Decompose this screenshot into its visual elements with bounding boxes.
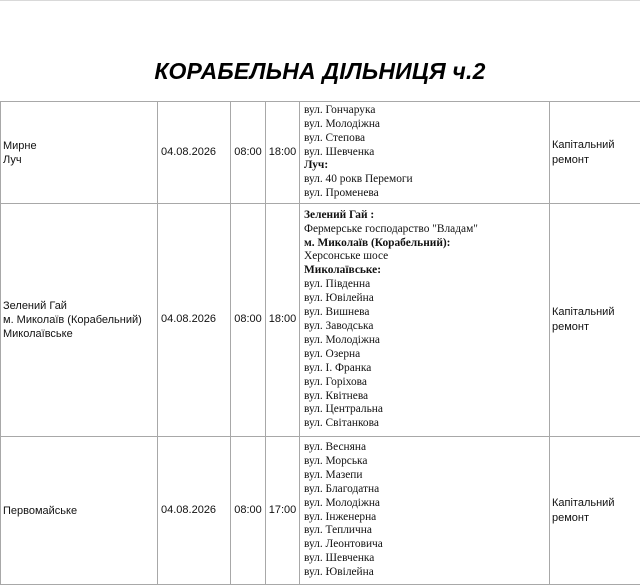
street-name: вул. Молодіжна [304,118,549,132]
street-name: вул. Заводська [304,320,549,334]
street-name: вул. Леонтовича [304,538,549,552]
settlement-name: Луч [3,153,155,167]
end-time-cell: 18:00 [266,204,300,437]
end-time-cell: 17:00 [266,437,300,585]
locality-heading: Луч: [304,159,549,173]
street-name: вул. Інженерна [304,511,549,525]
settlement-name: Зелений Гай [3,299,155,313]
street-name: вул. Квітнева [304,390,549,404]
work-type-cell [550,102,640,204]
settlement-name: Миколаївське [3,327,155,341]
street-name: Херсонське шосе [304,250,549,264]
locality-heading: Зелений Гай : [304,209,549,223]
street-name: вул. Благодатна [304,483,549,497]
street-name: вул. Озерна [304,348,549,362]
street-name: вул. 40 рокв Перемоги [304,173,549,187]
date-cell: 04.08.2026 [158,102,231,204]
end-time-cell: 18:00 [266,102,300,204]
street-name: вул. Променева [304,187,549,201]
street-name: вул. Степова [304,132,549,146]
locality-heading: Миколаївське: [304,264,549,278]
outage-schedule-table [0,101,640,585]
street-name: вул. Ювілейна [304,566,549,580]
street-name: вул. Молодіжна [304,334,549,348]
top-rule [0,0,640,1]
street-name: вул. Мазепи [304,469,549,483]
work-type-text: ремонт [552,153,638,168]
schedule-body [1,102,640,585]
street-name: вул. Молодіжна [304,497,549,511]
streets-cell [300,102,550,204]
settlements-cell [1,437,158,585]
street-name: вул. Центральна [304,403,549,417]
settlements-cell [1,102,158,204]
street-name: вул. Світанкова [304,417,549,431]
table-row [1,204,640,437]
street-name: Фермерське господарство "Владам" [304,223,549,237]
streets-cell [300,437,550,585]
table-row [1,102,640,204]
street-name: вул. Шевченка [304,146,549,160]
street-name: вул. Шевченка [304,552,549,566]
street-name: вул. Південна [304,278,549,292]
street-name: вул. Ювілейна [304,292,549,306]
work-type-text: ремонт [552,511,638,526]
street-name: вул. Весняна [304,441,549,455]
street-name: вул. Морська [304,455,549,469]
locality-heading: м. Миколаїв (Корабельний): [304,237,549,251]
start-time-cell: 08:00 [231,102,266,204]
streets-cell [300,204,550,437]
date-cell: 04.08.2026 [158,204,231,437]
street-name: вул. Вишнева [304,306,549,320]
settlement-name: м. Миколаїв (Корабельний) [3,313,155,327]
work-type-cell [550,437,640,585]
work-type-text: ремонт [552,320,638,335]
date-cell: 04.08.2026 [158,437,231,585]
work-type-text: Капітальний [552,138,638,153]
street-name: вул. І. Франка [304,362,549,376]
settlements-cell [1,204,158,437]
street-name: вул. Гончарука [304,104,549,118]
work-type-text: Капітальний [552,305,638,320]
page-title: КОРАБЕЛЬНА ДІЛЬНИЦЯ ч.2 [0,58,640,85]
settlement-name: Мирне [3,139,155,153]
street-name: вул. Горіхова [304,376,549,390]
work-type-cell [550,204,640,437]
table-row [1,437,640,585]
work-type-text: Капітальний [552,496,638,511]
start-time-cell: 08:00 [231,437,266,585]
start-time-cell: 08:00 [231,204,266,437]
street-name: вул. Теплична [304,524,549,538]
settlement-name: Первомайське [3,504,155,518]
